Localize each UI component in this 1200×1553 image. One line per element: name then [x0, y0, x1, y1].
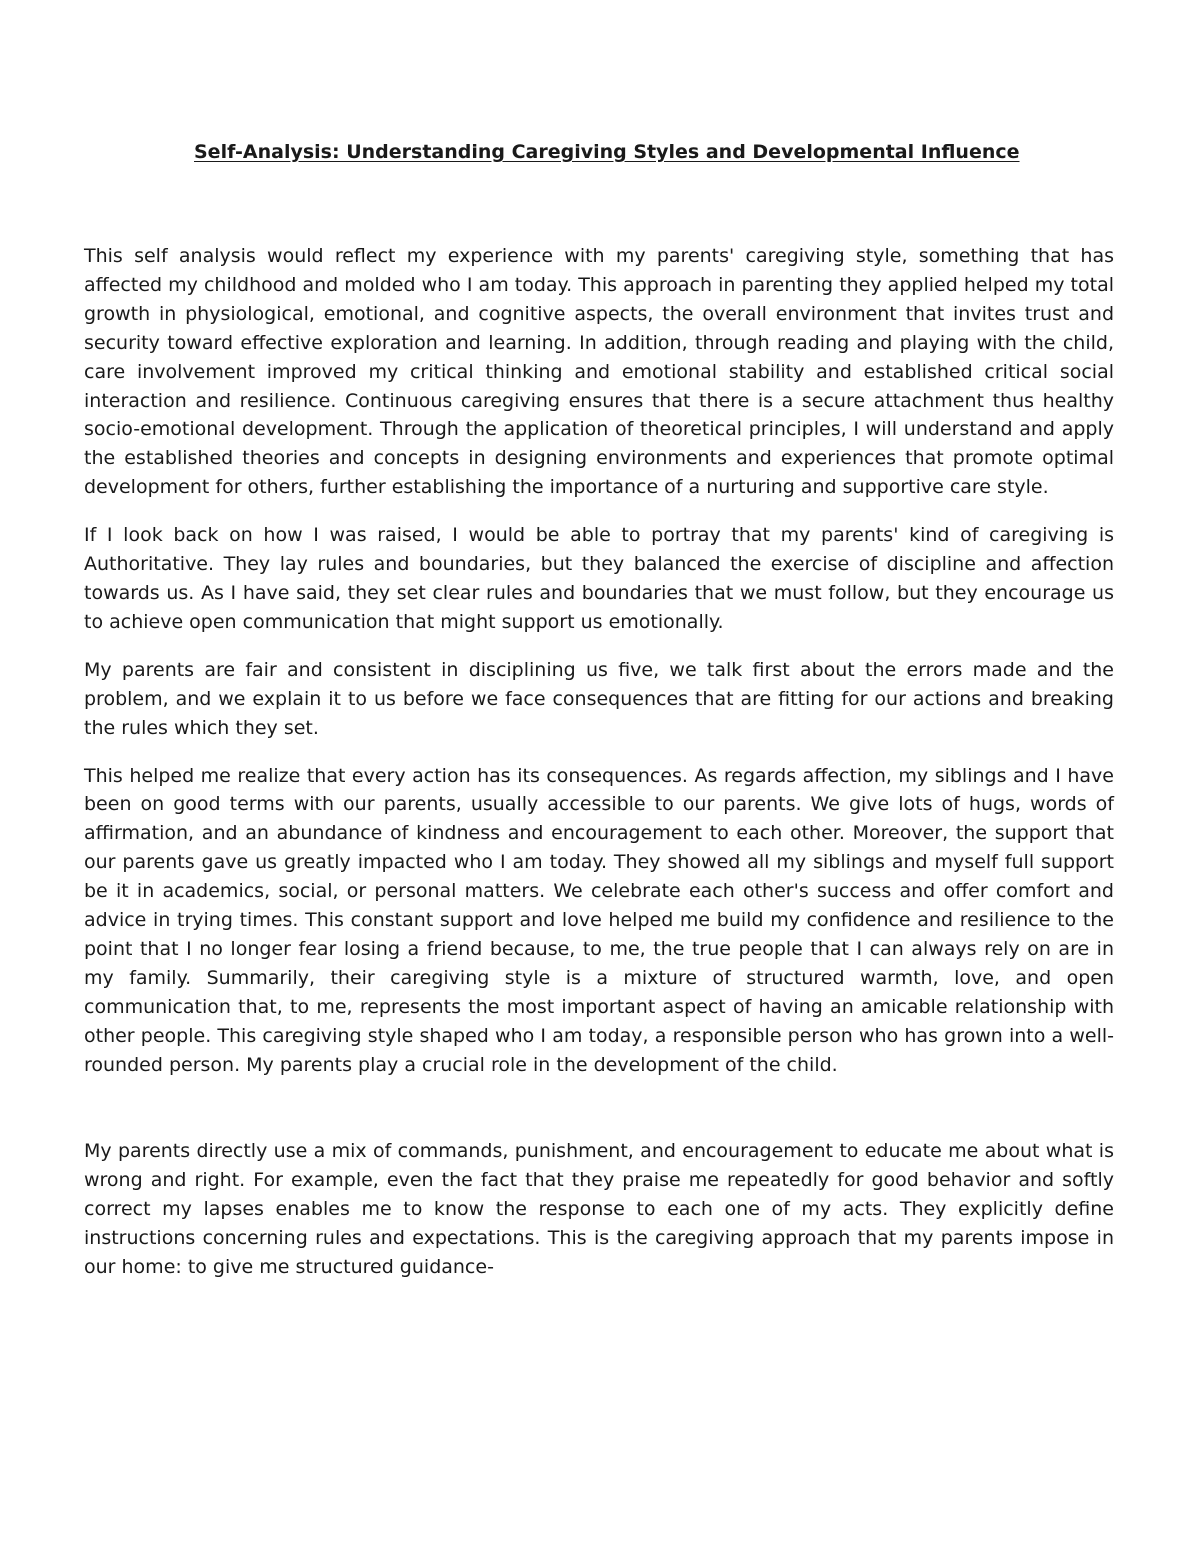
paragraph-affection: This helped me realize that every action has its consequences. As regards affection, my siblings and I have been on good terms with our parents, usually accessible to our parents. We give lots of hugs, words of affirmation, and an abundance of kindness and encouragement to each other. Moreover, the support that our parents gave us greatly impacted who I am today. They showed all my siblings and myself full support be it in academics, social, or personal matters. We celebrate each other's success and offer comfort and advice in trying times. This constant support and love helped me build my confidence and resilience to the point that I no longer fear losing a friend because, to me, the true people that I can always rely on are in my family. Summarily, their caregiving style is a mixture of structured warmth, love, and open communication that, to me, represents the most important aspect of having an amicable relationship with other people. This caregiving style shaped who I am today, a responsible person who has grown into a well-rounded person. My parents play a crucial role in the development of the child. — [84, 764, 1114, 1076]
paragraph-guidance: My parents directly use a mix of commands, punishment, and encouragement to educate me about what is wrong and right. For example, even the fact that they praise me repeatedly for good behavior and softly correct my lapses enables me to know the response to each one of my acts. They explicitly define instructions concerning rules and expectations. This is the caregiving approach that my parents impose in our home: to give me structured guidance- — [84, 1140, 1114, 1279]
paragraph-intro: This self analysis would reflect my experience with my parents' caregiving style, something that has affected my childhood and molded who I am today. This approach in parenting they applied helped my total growth in physiological, emotional, and cognitive aspects, the overall environment that invites trust and security toward effective exploration and learning. In addition, through reading and playing with the child, care involvement improved my critical thinking and emotional stability and established critical social interaction and resilience. Continuous caregiving ensures that there is a secure attachment thus healthy socio-emotional development. Through the application of theoretical principles, I will understand and apply the established theories and concepts in designing environments and experiences that promote optimal development for others, further establishing the importance of a nurturing and supportive care style. — [84, 245, 1114, 499]
paragraph-discipline: My parents are fair and consistent in disciplining us five, we talk first about the errors made and the problem, and we explain it to us before we face consequences that are fitting for our actions and breaking the rules which they set. — [84, 658, 1114, 739]
document-title: Self-Analysis: Understanding Caregiving Styles and Developmental Influence — [194, 141, 1020, 163]
paragraph-authoritative: If I look back on how I was raised, I would be able to portray that my parents' kind of caregiving is Authoritative. They lay rules and boundaries, but they balanced the exercise of discipline and affection towards us. As I have said, they set clear rules and boundaries that we must follow, but they encourage us to achieve open communication that might support us emotionally. — [84, 524, 1114, 633]
document-body — [84, 138, 1114, 1282]
